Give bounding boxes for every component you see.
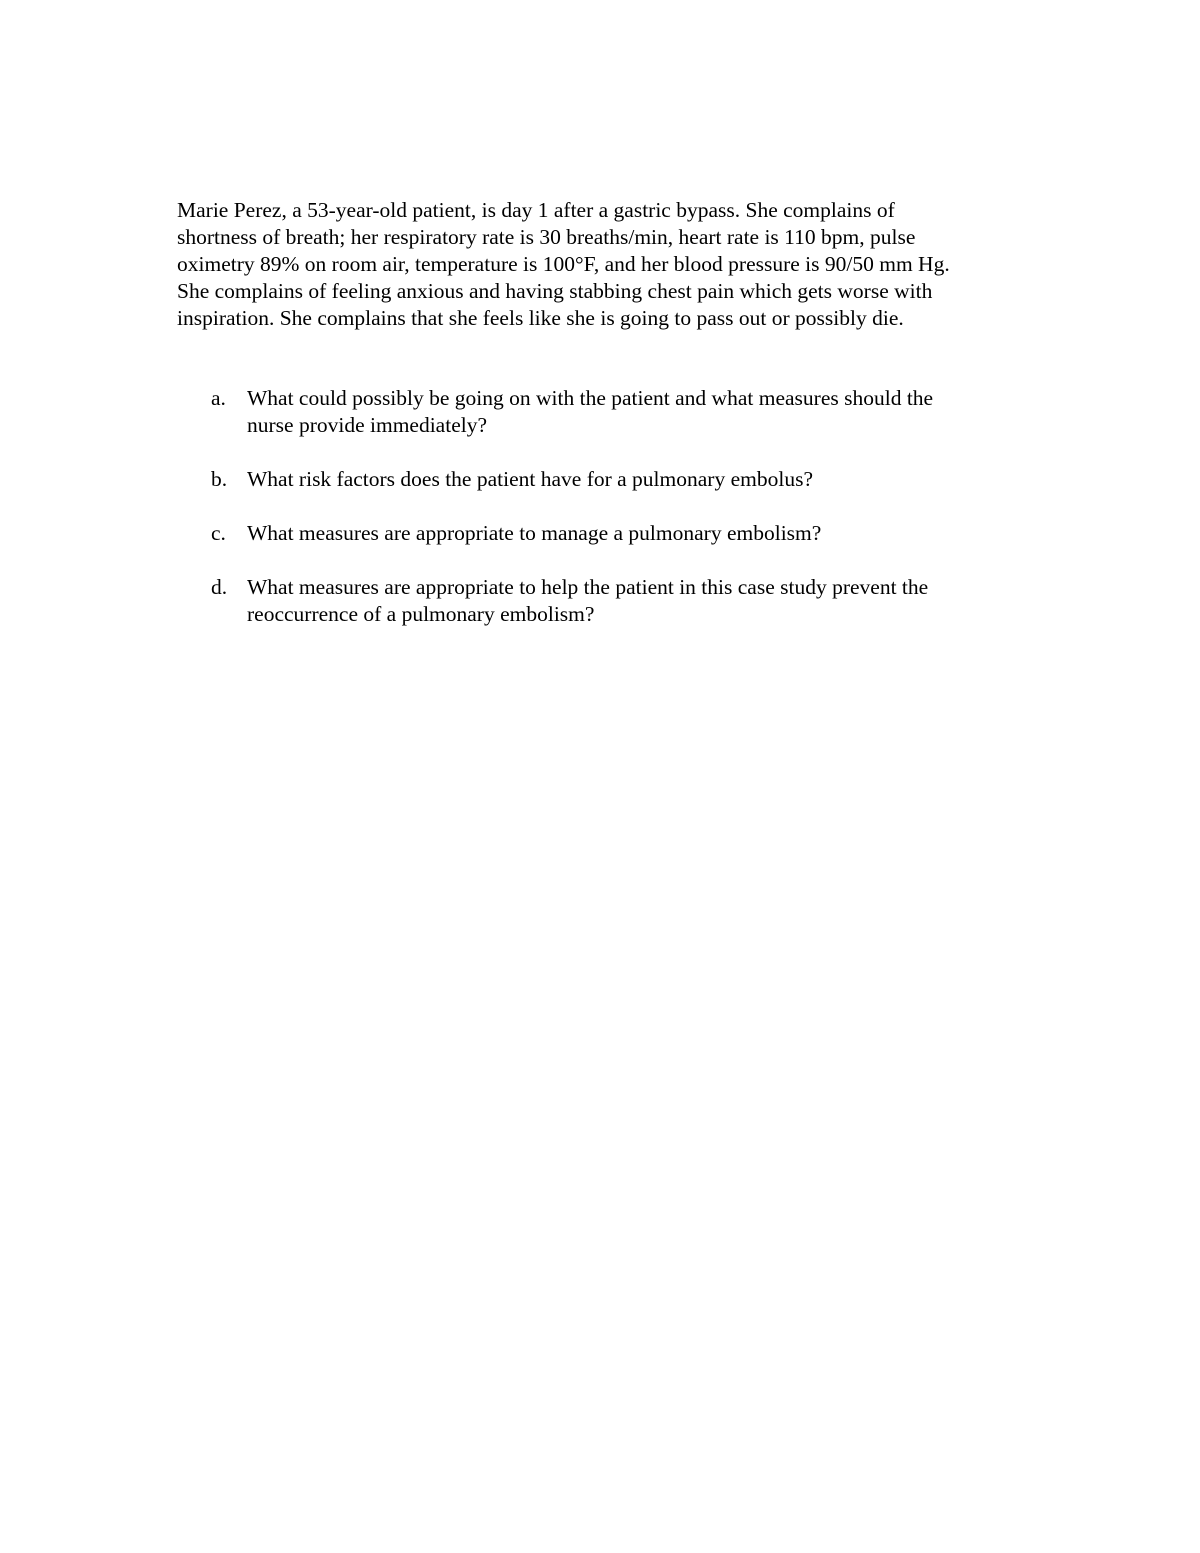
paragraph-line: She complains of feeling anxious and having stabbing chest pain which gets worse with: [177, 279, 933, 303]
paragraph-line: oximetry 89% on room air, temperature is 100°F, and her blood pressure is 90/50 mm Hg.: [177, 252, 950, 276]
paragraph-line: shortness of breath; her respiratory rate is 30 breaths/min, heart rate is 110 bpm, pulse: [177, 225, 916, 249]
question-line: What could possibly be going on with the patient and what measures should the: [247, 386, 934, 410]
question-marker: a.: [211, 386, 226, 410]
question-item-a: [177, 385, 1037, 439]
question-line: nurse provide immediately?: [247, 413, 488, 437]
question-list: [177, 385, 1037, 655]
question-line: What measures are appropriate to manage a pulmonary embolism?: [247, 521, 822, 545]
question-marker: d.: [211, 575, 228, 599]
question-text: [247, 574, 1037, 628]
question-item-d: [177, 574, 1037, 628]
paragraph-line: inspiration. She complains that she feels like she is going to pass out or possibly die.: [177, 306, 904, 330]
question-text: [247, 466, 1037, 493]
question-line: What risk factors does the patient have for a pulmonary embolus?: [247, 467, 813, 491]
question-text: [247, 385, 1037, 439]
question-marker: c.: [211, 521, 226, 545]
question-line: reoccurrence of a pulmonary embolism?: [247, 602, 595, 626]
question-marker: b.: [211, 467, 228, 491]
question-item-c: [177, 520, 1037, 547]
question-line: What measures are appropriate to help the patient in this case study prevent the: [247, 575, 929, 599]
question-item-b: [177, 466, 1037, 493]
case-study-paragraph: [177, 197, 1037, 332]
question-text: [247, 520, 1037, 547]
paragraph-line: Marie Perez, a 53-year-old patient, is day 1 after a gastric bypass. She complains of: [177, 198, 895, 222]
